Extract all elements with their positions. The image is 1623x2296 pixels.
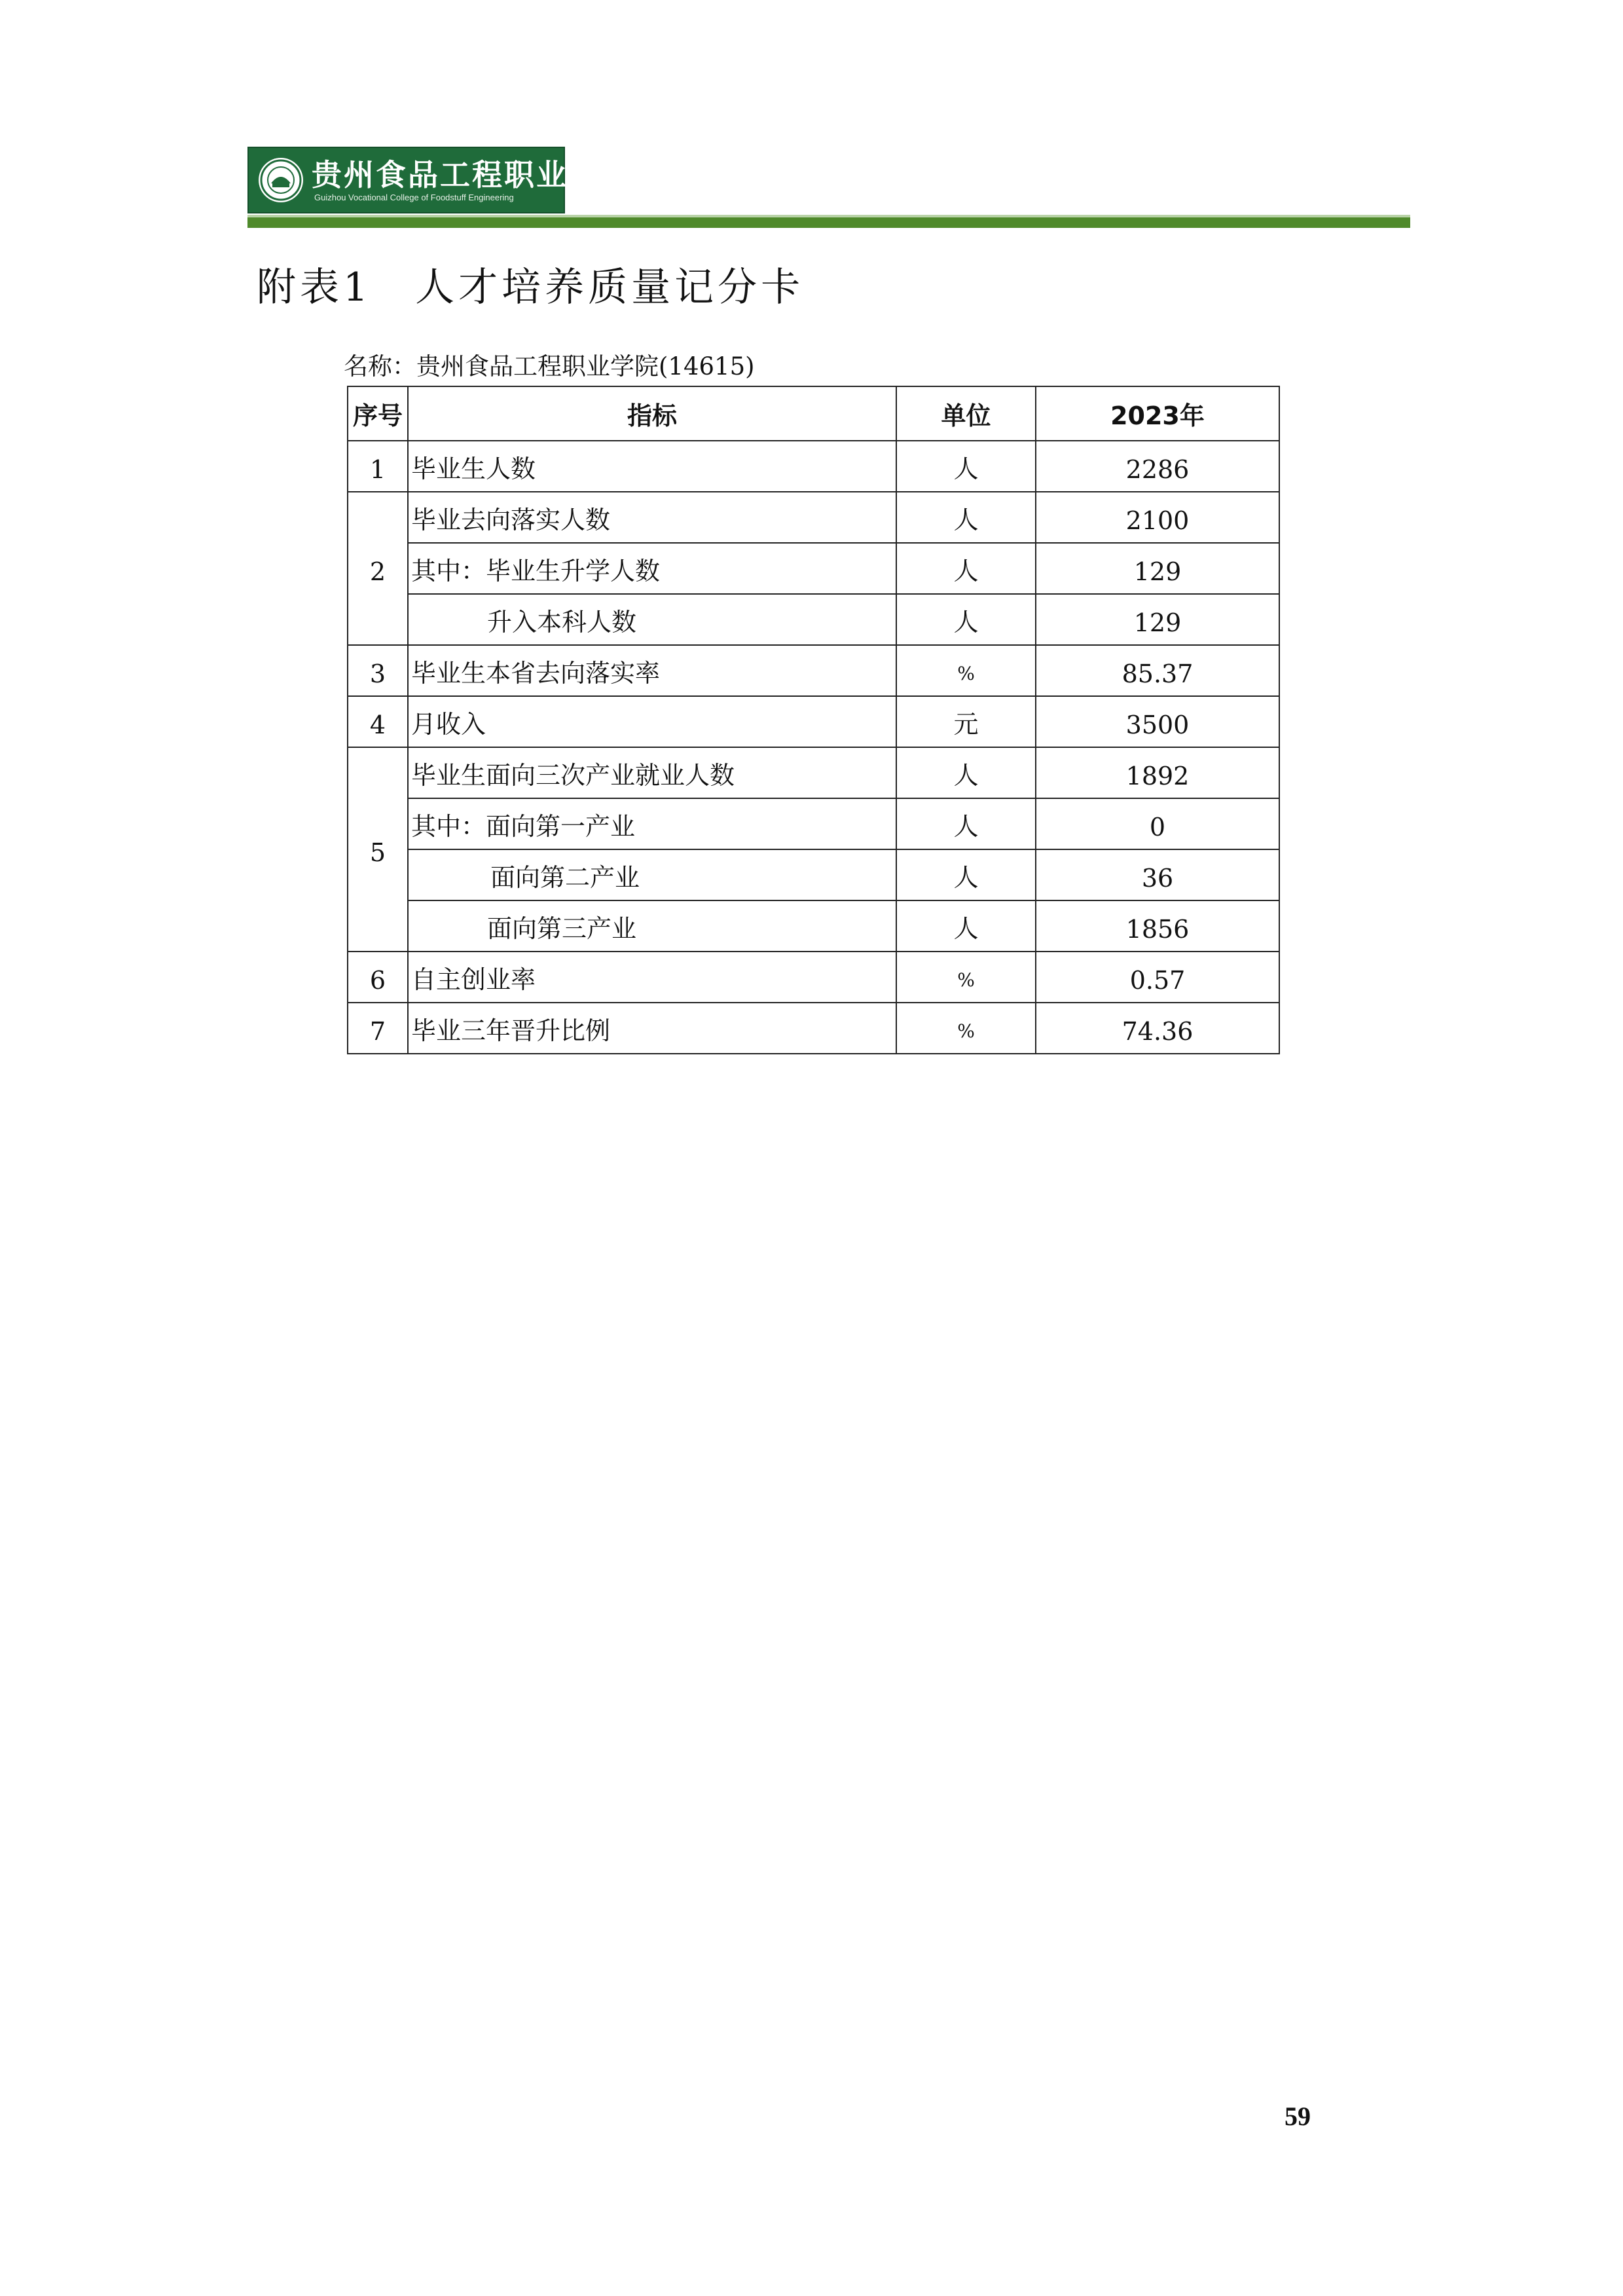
row-value: 2286 [1036,441,1279,492]
table-row [348,798,1279,849]
row-value: 36 [1036,849,1279,900]
row-unit: 人 [896,441,1036,492]
logo-chinese-name: 贵州食品工程职业学院 [312,157,632,193]
row-unit: 人 [896,747,1036,798]
row-unit: 人 [896,594,1036,645]
row-unit: % [896,645,1036,696]
organization-name: 名称：贵州食品工程职业学院(14615) [344,352,755,380]
row-unit: 人 [896,543,1036,594]
row-indicator: 毕业去向落实人数 [408,492,896,543]
header-year: 2023年 [1036,386,1279,441]
row-seq: 7 [348,1003,408,1054]
row-indicator: 其中：毕业生升学人数 [408,543,896,594]
table-row [348,441,1279,492]
row-indicator: 毕业生面向三次产业就业人数 [408,747,896,798]
table-row [348,492,1279,543]
row-indicator: 月收入 [408,696,896,747]
row-unit: 人 [896,900,1036,952]
row-value: 0.57 [1036,952,1279,1003]
row-unit: % [896,1003,1036,1054]
header-indicator: 指标 [408,386,896,441]
header-rule [247,217,1410,228]
table-row [348,594,1279,645]
table-row [348,1003,1279,1054]
row-seq: 2 [348,492,408,645]
table-row [348,645,1279,696]
row-indicator: 毕业生本省去向落实率 [408,645,896,696]
row-value: 85.37 [1036,645,1279,696]
row-unit: 元 [896,696,1036,747]
row-value: 1892 [1036,747,1279,798]
row-unit: 人 [896,849,1036,900]
row-indicator: 面向第三产业 [408,900,896,952]
college-logo [247,147,632,213]
row-unit: % [896,952,1036,1003]
talent-quality-scorecard-table [347,386,1280,1054]
row-value: 129 [1036,594,1279,645]
row-seq: 6 [348,952,408,1003]
college-emblem-icon [257,156,305,204]
header-seq: 序号 [348,386,408,441]
row-indicator: 毕业三年晋升比例 [408,1003,896,1054]
row-value: 74.36 [1036,1003,1279,1054]
table-row [348,543,1279,594]
table-row [348,696,1279,747]
row-indicator: 面向第二产业 [408,849,896,900]
row-value: 3500 [1036,696,1279,747]
row-value: 129 [1036,543,1279,594]
row-seq: 1 [348,441,408,492]
logo-english-name: Guizhou Vocational College of Foodstuff Engineering [314,193,514,202]
page-number: 59 [1285,2102,1311,2131]
row-unit: 人 [896,492,1036,543]
row-indicator: 毕业生人数 [408,441,896,492]
table-row [348,952,1279,1003]
row-unit: 人 [896,798,1036,849]
row-indicator: 升入本科人数 [408,594,896,645]
appendix-title: 附表1 人才培养质量记分卡 [257,265,805,310]
table-header-row [348,386,1279,441]
row-seq: 4 [348,696,408,747]
row-value: 0 [1036,798,1279,849]
row-value: 2100 [1036,492,1279,543]
row-value: 1856 [1036,900,1279,952]
row-seq: 3 [348,645,408,696]
table-row [348,747,1279,798]
header-unit: 单位 [896,386,1036,441]
table-row [348,900,1279,952]
table-row [348,849,1279,900]
row-indicator: 自主创业率 [408,952,896,1003]
row-seq: 5 [348,747,408,952]
row-indicator: 其中：面向第一产业 [408,798,896,849]
